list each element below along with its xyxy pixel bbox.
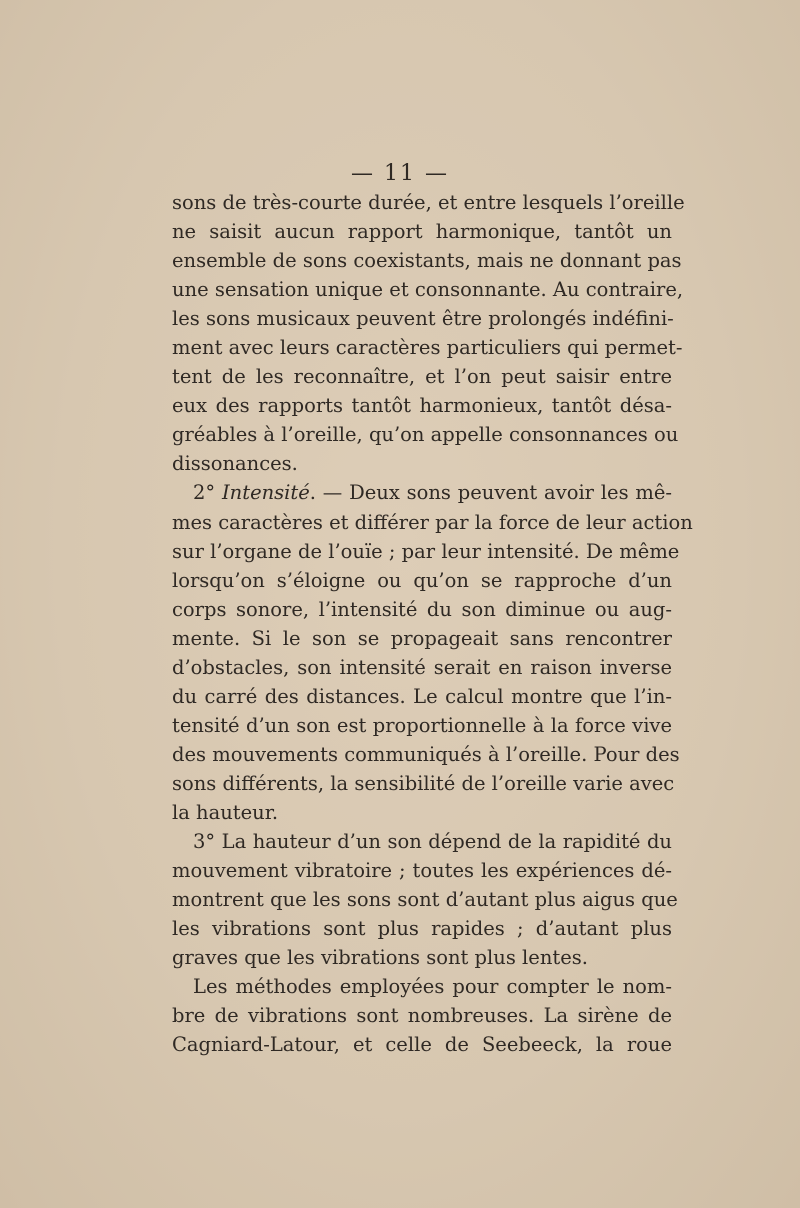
text-line: gréables à l’oreille, qu’on appelle consonnances ou bbox=[172, 423, 679, 447]
text-line: montrent que les sons sont d’autant plus aigus que bbox=[172, 888, 678, 912]
text-line: Les méthodes employées pour compter le nom- bbox=[193, 975, 672, 999]
section-number: 2° bbox=[193, 481, 222, 505]
text-line: ne saisit aucun rapport harmonique, tantôt un bbox=[172, 220, 672, 244]
section-title: Intensité bbox=[221, 481, 310, 505]
text-line: mente. Si le son se propageait sans rencontrer bbox=[172, 626, 672, 650]
text-line: lorsqu’on s’éloigne ou qu’on se rapproche d’un bbox=[172, 568, 672, 592]
text-line: tensité d’un son est proportionnelle à la force vive bbox=[172, 713, 672, 737]
text-line: les vibrations sont plus rapides ; d’autant plus bbox=[172, 917, 672, 941]
text-line: graves que les vibrations sont plus lentes. bbox=[172, 946, 588, 970]
text-line: Cagniard-Latour, et celle de Seebeeck, la roue bbox=[172, 1033, 672, 1057]
text-line: une sensation unique et consonnante. Au contraire, bbox=[172, 278, 684, 302]
text-line bbox=[172, 478, 672, 507]
text-line: dissonances. bbox=[172, 452, 298, 476]
text-line: 3° La hauteur d’un son dépend de la rapidité du bbox=[193, 830, 672, 854]
text-line: ensemble de sons coexistants, mais ne donnant pas bbox=[172, 249, 682, 273]
text-line: ment avec leurs caractères particuliers qui permet- bbox=[172, 336, 683, 360]
page-number: — 11 — bbox=[351, 161, 449, 186]
text-line: les sons musicaux peuvent être prolongés indéfini- bbox=[172, 307, 674, 331]
text-line: du carré des distances. Le calcul montre que l’in- bbox=[172, 684, 672, 708]
text-line: corps sonore, l’intensité du son diminue ou aug- bbox=[172, 597, 672, 621]
text-line: des mouvements communiqués à l’oreille. Pour des bbox=[172, 742, 680, 766]
text-line: tent de les reconnaître, et l’on peut saisir entre bbox=[172, 365, 672, 389]
text-line: mouvement vibratoire ; toutes les expériences dé- bbox=[172, 859, 672, 883]
text-line: d’obstacles, son intensité serait en raison inverse bbox=[172, 655, 672, 679]
text-line: la hauteur. bbox=[172, 800, 279, 824]
text-line: sons différents, la sensibilité de l’oreille varie avec bbox=[172, 771, 675, 795]
text-line: mes caractères et différer par la force de leur action bbox=[172, 510, 693, 534]
text-line: sur l’organe de l’ouïe ; par leur intensité. De même bbox=[172, 539, 680, 563]
text-line: bre de vibrations sont nombreuses. La sirène de bbox=[172, 1004, 672, 1028]
text-line: sons de très-courte durée, et entre lesquels l’oreille bbox=[172, 191, 685, 214]
text-line: eux des rapports tantôt harmonieux, tantôt désa- bbox=[172, 394, 672, 418]
line-text: . — Deux sons peuvent avoir les mê- bbox=[309, 481, 673, 505]
body-text bbox=[172, 188, 693, 1059]
